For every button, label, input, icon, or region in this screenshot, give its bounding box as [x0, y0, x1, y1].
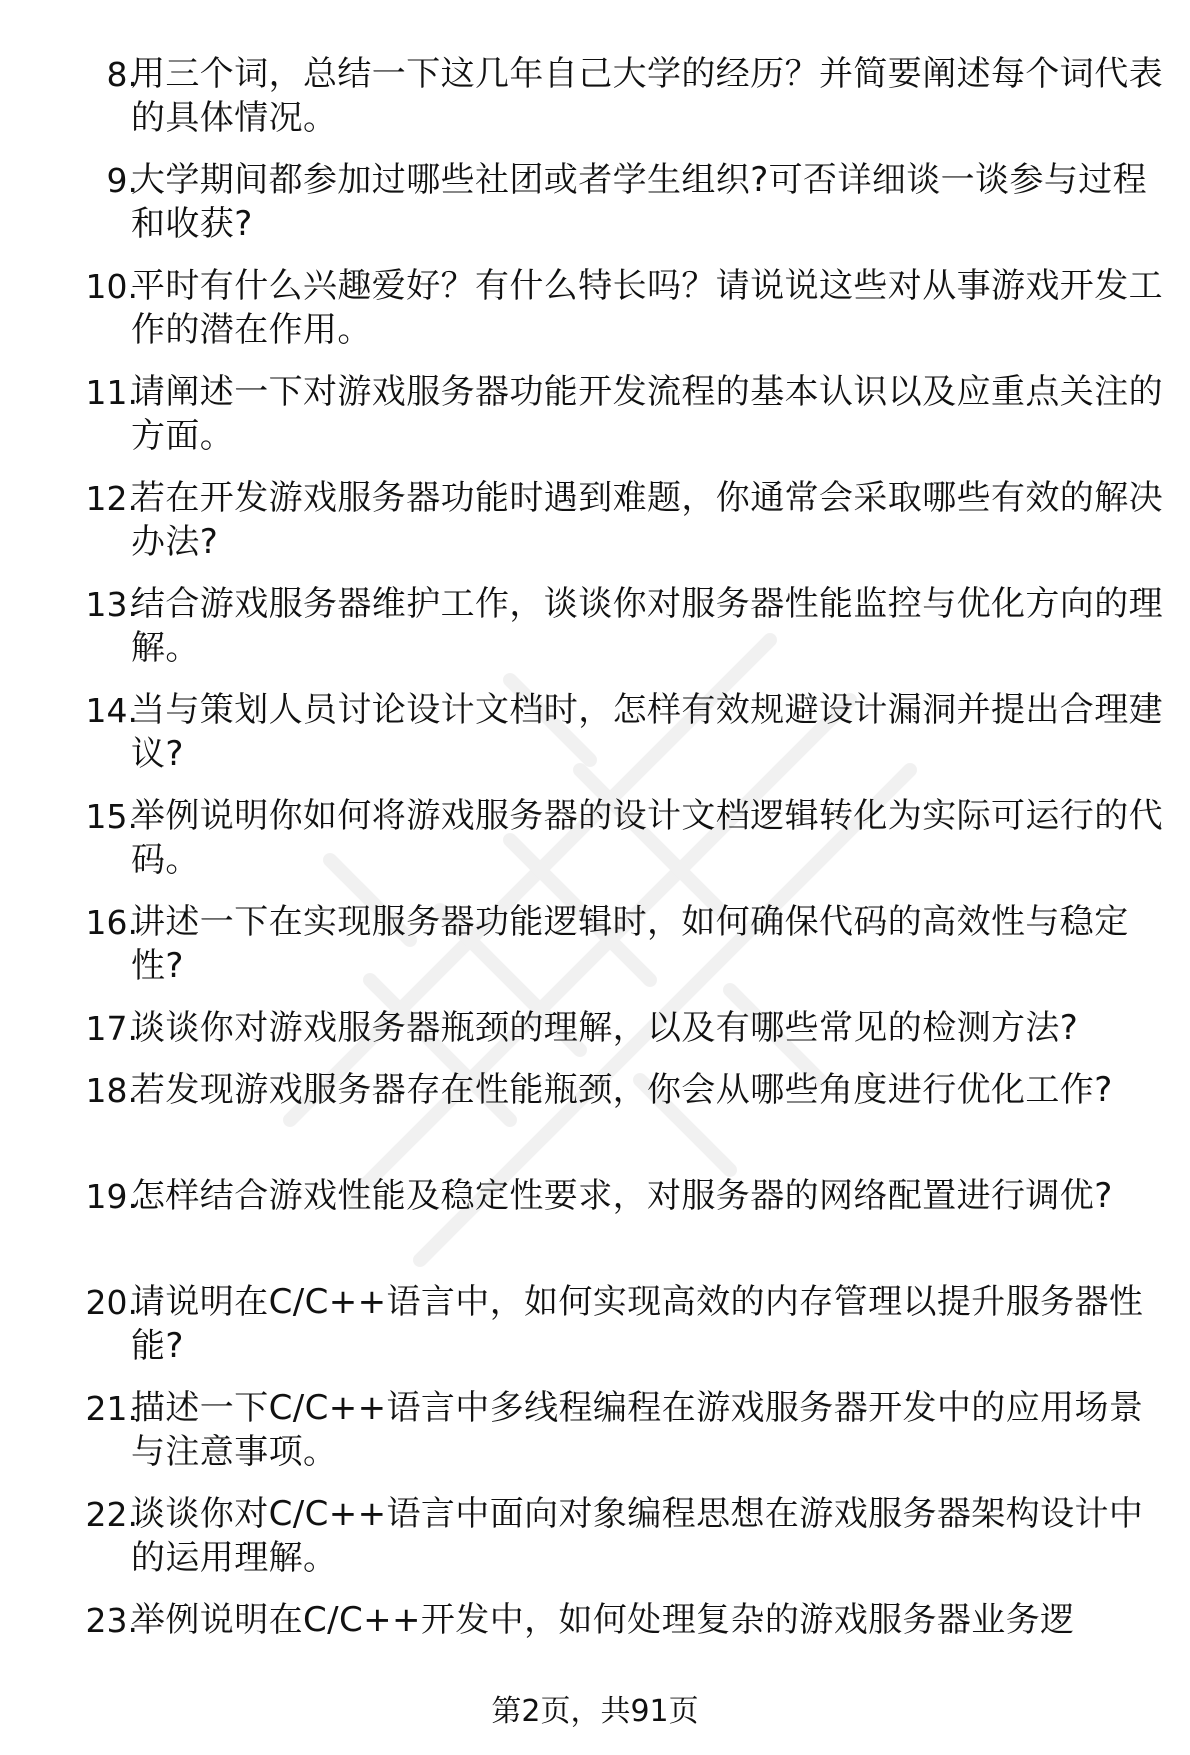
question-number: 17. [85, 1009, 138, 1048]
question-number: 20. [85, 1283, 138, 1322]
question-text: 请说明在C/C++语言中，如何实现高效的内存管理以提升服务器性能? [131, 1282, 1144, 1366]
question-text: 大学期间都参加过哪些社团或者学生组织?可否详细谈一谈参与过程和收获? [131, 160, 1148, 244]
question-item [0, 1006, 1190, 1068]
question-text: 怎样结合游戏性能及稳定性要求，对服务器的网络配置进行调优? [131, 1176, 1113, 1216]
question-number: 9. [106, 161, 138, 200]
question-item [0, 582, 1190, 688]
question-number: 11. [85, 373, 138, 412]
question-item [0, 1386, 1190, 1492]
question-item [0, 1598, 1190, 1660]
question-item [0, 52, 1190, 158]
question-text: 若在开发游戏服务器功能时遇到难题，你通常会采取哪些有效的解决办法? [131, 478, 1163, 562]
question-number: 19. [85, 1177, 138, 1216]
question-text: 讲述一下在实现服务器功能逻辑时，如何确保代码的高效性与稳定性? [131, 902, 1129, 986]
question-number: 8. [106, 55, 138, 94]
question-item [0, 1174, 1190, 1280]
question-number: 23. [85, 1601, 138, 1640]
question-text: 当与策划人员讨论设计文档时，怎样有效规避设计漏洞并提出合理建议? [131, 690, 1163, 774]
question-number: 21. [85, 1389, 138, 1428]
question-item [0, 264, 1190, 370]
question-text: 谈谈你对游戏服务器瓶颈的理解，以及有哪些常见的检测方法? [131, 1008, 1079, 1048]
question-text: 结合游戏服务器维护工作，谈谈你对服务器性能监控与优化方向的理解。 [131, 584, 1163, 668]
page-footer: 第2页，共91页 [491, 1694, 699, 1729]
question-number: 22. [85, 1495, 138, 1534]
question-number: 10. [85, 267, 138, 306]
question-text: 谈谈你对C/C++语言中面向对象编程思想在游戏服务器架构设计中的运用理解。 [131, 1494, 1144, 1578]
question-item [0, 794, 1190, 900]
question-text: 举例说明在C/C++开发中，如何处理复杂的游戏服务器业务逻 [131, 1600, 1075, 1640]
question-item [0, 1068, 1190, 1174]
question-text: 平时有什么兴趣爱好？有什么特长吗？请说说这些对从事游戏开发工作的潜在作用。 [131, 266, 1163, 350]
question-text: 用三个词，总结一下这几年自己大学的经历？并简要阐述每个词代表的具体情况。 [131, 54, 1163, 138]
question-number: 13. [85, 585, 138, 624]
question-number: 18. [85, 1071, 138, 1110]
question-item [0, 1492, 1190, 1598]
question-number: 14. [85, 691, 138, 730]
question-text: 描述一下C/C++语言中多线程编程在游戏服务器开发中的应用场景与注意事项。 [131, 1388, 1144, 1472]
question-text: 若发现游戏服务器存在性能瓶颈，你会从哪些角度进行优化工作? [131, 1070, 1113, 1110]
question-number: 16. [85, 903, 138, 942]
question-item [0, 476, 1190, 582]
question-list [0, 52, 1190, 1660]
question-item [0, 1280, 1190, 1386]
question-item [0, 688, 1190, 794]
question-number: 12. [85, 479, 138, 518]
question-item [0, 158, 1190, 264]
question-item [0, 900, 1190, 1006]
question-text: 举例说明你如何将游戏服务器的设计文档逻辑转化为实际可运行的代码。 [131, 796, 1163, 880]
question-number: 15. [85, 797, 138, 836]
question-item [0, 370, 1190, 476]
question-text: 请阐述一下对游戏服务器功能开发流程的基本认识以及应重点关注的方面。 [131, 372, 1163, 456]
